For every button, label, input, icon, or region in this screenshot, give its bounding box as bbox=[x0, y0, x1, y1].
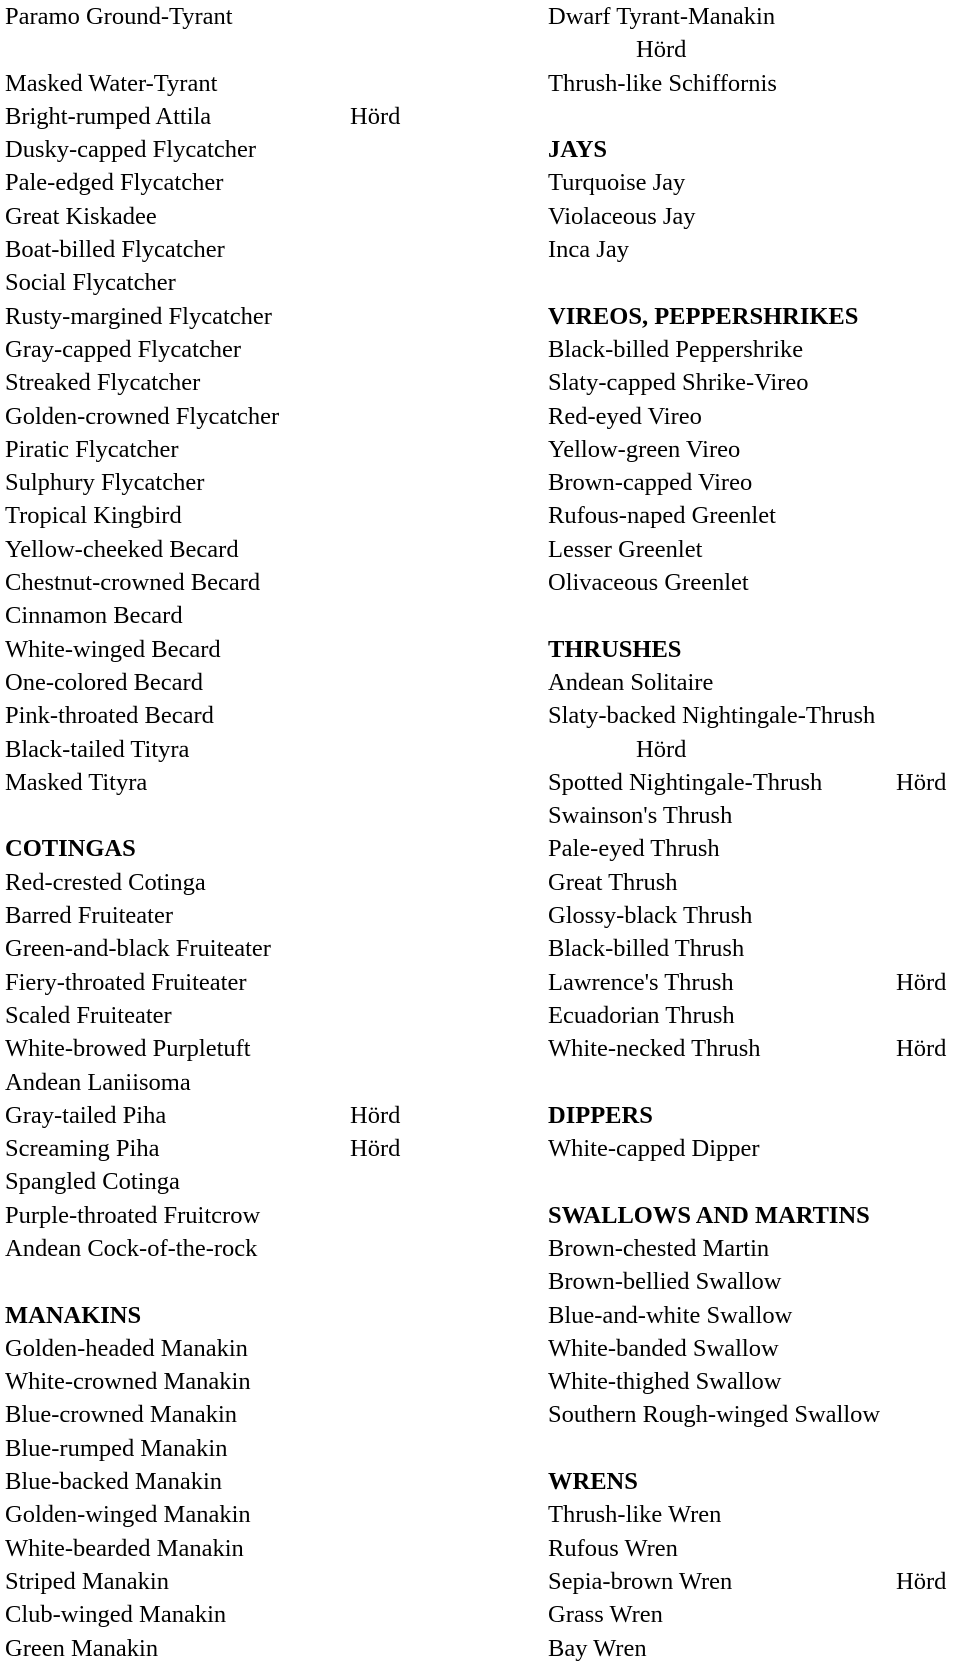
species-entry bbox=[548, 699, 958, 732]
species-entry bbox=[548, 999, 958, 1032]
species-name: Blue-and-white Swallow bbox=[548, 1301, 793, 1329]
species-name: Olivaceous Greenlet bbox=[548, 569, 749, 597]
species-entry bbox=[5, 866, 465, 899]
species-name: Lawrence's Thrush bbox=[548, 968, 734, 996]
left-column bbox=[5, 0, 465, 1665]
species-entry bbox=[548, 1132, 958, 1165]
species-entry bbox=[5, 633, 465, 666]
species-name: Rufous Wren bbox=[548, 1534, 678, 1562]
section-heading: WRENS bbox=[548, 1468, 638, 1496]
species-name: Paramo Ground-Tyrant bbox=[5, 3, 233, 30]
species-name: Dwarf Tyrant-Manakin bbox=[548, 3, 776, 30]
species-entry bbox=[548, 932, 958, 965]
species-entry bbox=[548, 1498, 958, 1531]
species-name: Red-crested Cotinga bbox=[5, 868, 206, 896]
species-name: Rusty-margined Flycatcher bbox=[5, 302, 272, 330]
blank-line bbox=[548, 599, 958, 632]
species-entry bbox=[5, 1465, 465, 1498]
heard-note: Hörd bbox=[896, 768, 947, 796]
species-entry bbox=[548, 1532, 958, 1565]
section-heading: COTINGAS bbox=[5, 835, 136, 863]
species-name: Black-tailed Tityra bbox=[5, 735, 190, 763]
species-name: Glossy-black Thrush bbox=[548, 902, 753, 930]
section-heading: JAYS bbox=[548, 136, 608, 164]
species-entry bbox=[548, 1365, 958, 1398]
section-heading: SWALLOWS AND MARTINS bbox=[548, 1201, 870, 1229]
species-entry bbox=[548, 1598, 958, 1631]
species-entry bbox=[5, 67, 465, 100]
species-entry bbox=[5, 932, 465, 965]
species-entry bbox=[5, 366, 465, 399]
species-name: Swainson's Thrush bbox=[548, 802, 733, 830]
species-name: White-banded Swallow bbox=[548, 1334, 779, 1362]
heard-note: Hörd bbox=[896, 1035, 947, 1063]
species-entry bbox=[5, 533, 465, 566]
species-entry bbox=[548, 1265, 958, 1298]
species-name: Spangled Cotinga bbox=[5, 1168, 180, 1196]
species-name: White-browed Purpletuft bbox=[5, 1035, 251, 1063]
species-name: Grass Wren bbox=[548, 1601, 663, 1629]
heard-note: Hörd bbox=[636, 735, 687, 763]
species-name: Pale-edged Flycatcher bbox=[5, 169, 224, 197]
blank-line bbox=[548, 100, 958, 133]
species-entry bbox=[548, 1632, 958, 1665]
species-name: Fiery-throated Fruiteater bbox=[5, 968, 247, 996]
heard-note-line bbox=[548, 33, 958, 66]
species-name: Black-billed Peppershrike bbox=[548, 335, 804, 363]
species-entry bbox=[5, 733, 465, 766]
species-entry bbox=[5, 1232, 465, 1265]
species-name: Bright-rumped Attila bbox=[5, 102, 212, 130]
species-entry bbox=[548, 1398, 958, 1431]
species-name: Inca Jay bbox=[548, 236, 629, 264]
species-entry bbox=[5, 466, 465, 499]
species-name: Brown-chested Martin bbox=[548, 1234, 770, 1262]
species-name: Rufous-naped Greenlet bbox=[548, 502, 776, 530]
species-entry bbox=[5, 1565, 465, 1598]
species-name: Chestnut-crowned Becard bbox=[5, 569, 261, 597]
blank-line bbox=[5, 1265, 465, 1298]
species-name: White-necked Thrush bbox=[548, 1035, 761, 1063]
blank-line bbox=[5, 799, 465, 832]
species-name: Violaceous Jay bbox=[548, 202, 696, 230]
blank-line bbox=[548, 1432, 958, 1465]
species-entry bbox=[5, 766, 465, 799]
species-entry bbox=[548, 1299, 958, 1332]
species-entry bbox=[5, 999, 465, 1032]
species-name: Andean Cock-of-the-rock bbox=[5, 1234, 258, 1262]
species-name: Turquoise Jay bbox=[548, 169, 686, 197]
species-name: Social Flycatcher bbox=[5, 269, 176, 297]
species-name: Blue-backed Manakin bbox=[5, 1468, 223, 1496]
species-name: Andean Solitaire bbox=[548, 668, 714, 696]
species-name: Tropical Kingbird bbox=[5, 502, 182, 530]
species-name: Club-winged Manakin bbox=[5, 1601, 227, 1629]
species-name: Masked Tityra bbox=[5, 768, 148, 796]
heard-note: Hörd bbox=[636, 36, 687, 64]
species-entry bbox=[548, 1032, 958, 1065]
species-name: Ecuadorian Thrush bbox=[548, 1001, 735, 1029]
right-column bbox=[548, 0, 958, 1665]
species-entry bbox=[548, 1565, 958, 1598]
species-entry bbox=[5, 699, 465, 732]
species-name: Dusky-capped Flycatcher bbox=[5, 136, 257, 164]
species-name: Masked Water-Tyrant bbox=[5, 69, 218, 97]
species-entry bbox=[5, 1165, 465, 1198]
blank-line bbox=[5, 33, 465, 66]
species-name: Golden-crowned Flycatcher bbox=[5, 402, 280, 430]
species-entry bbox=[5, 433, 465, 466]
species-entry bbox=[548, 799, 958, 832]
species-entry bbox=[5, 400, 465, 433]
species-entry bbox=[5, 1099, 465, 1132]
species-name: Streaked Flycatcher bbox=[5, 369, 201, 397]
species-name: Thrush-like Wren bbox=[548, 1501, 722, 1529]
species-name: Screaming Piha bbox=[5, 1135, 160, 1163]
species-entry bbox=[548, 866, 958, 899]
species-name: Slaty-backed Nightingale-Thrush bbox=[548, 702, 876, 730]
species-name: Green Manakin bbox=[5, 1634, 159, 1662]
species-entry bbox=[548, 200, 958, 233]
species-entry bbox=[5, 1132, 465, 1165]
blank-line bbox=[548, 266, 958, 299]
species-entry bbox=[5, 100, 465, 133]
species-name: One-colored Becard bbox=[5, 668, 203, 696]
species-name: Spotted Nightingale-Thrush bbox=[548, 768, 823, 796]
section-heading: THRUSHES bbox=[548, 635, 682, 663]
heard-note: Hörd bbox=[896, 1567, 947, 1595]
species-name: Pale-eyed Thrush bbox=[548, 835, 720, 863]
species-name: White-capped Dipper bbox=[548, 1135, 760, 1163]
species-entry bbox=[5, 599, 465, 632]
species-entry bbox=[5, 300, 465, 333]
species-entry bbox=[548, 366, 958, 399]
species-entry bbox=[548, 166, 958, 199]
species-entry bbox=[5, 233, 465, 266]
species-entry bbox=[5, 200, 465, 233]
species-name: Black-billed Thrush bbox=[548, 935, 745, 963]
species-name: Green-and-black Fruiteater bbox=[5, 935, 271, 963]
species-entry bbox=[5, 1532, 465, 1565]
heard-note: Hörd bbox=[896, 968, 947, 996]
species-name: Piratic Flycatcher bbox=[5, 435, 179, 463]
species-name: White-bearded Manakin bbox=[5, 1534, 244, 1562]
species-entry bbox=[548, 466, 958, 499]
species-name: Red-eyed Vireo bbox=[548, 402, 702, 430]
species-entry bbox=[548, 233, 958, 266]
species-entry bbox=[548, 832, 958, 865]
species-entry bbox=[548, 899, 958, 932]
species-entry bbox=[5, 566, 465, 599]
heard-note-line bbox=[548, 733, 958, 766]
species-entry bbox=[5, 166, 465, 199]
species-entry bbox=[548, 400, 958, 433]
species-entry bbox=[5, 499, 465, 532]
species-name: Blue-crowned Manakin bbox=[5, 1401, 237, 1429]
species-entry bbox=[5, 266, 465, 299]
species-entry bbox=[5, 666, 465, 699]
species-entry bbox=[5, 333, 465, 366]
species-entry bbox=[5, 966, 465, 999]
species-name: Golden-winged Manakin bbox=[5, 1501, 251, 1529]
heard-note: Hörd bbox=[350, 1135, 401, 1163]
species-name: Great Kiskadee bbox=[5, 202, 157, 230]
species-entry bbox=[548, 1232, 958, 1265]
species-name: Slaty-capped Shrike-Vireo bbox=[548, 369, 809, 397]
species-name: Sulphury Flycatcher bbox=[5, 469, 205, 497]
species-entry bbox=[5, 1432, 465, 1465]
heard-note: Hörd bbox=[350, 1101, 401, 1129]
species-entry bbox=[548, 666, 958, 699]
species-entry bbox=[548, 566, 958, 599]
species-entry bbox=[5, 1498, 465, 1531]
species-name: Sepia-brown Wren bbox=[548, 1567, 733, 1595]
species-entry bbox=[548, 433, 958, 466]
species-entry bbox=[548, 0, 958, 33]
species-name: Boat-billed Flycatcher bbox=[5, 236, 225, 264]
species-name: Cinnamon Becard bbox=[5, 602, 183, 630]
species-name: Andean Laniisoma bbox=[5, 1068, 191, 1096]
species-entry bbox=[5, 1365, 465, 1398]
species-name: Yellow-green Vireo bbox=[548, 435, 741, 463]
species-entry bbox=[5, 133, 465, 166]
species-entry bbox=[5, 1332, 465, 1365]
species-entry bbox=[548, 67, 958, 100]
species-name: Southern Rough-winged Swallow bbox=[548, 1401, 881, 1429]
species-name: Purple-throated Fruitcrow bbox=[5, 1201, 261, 1229]
heard-note: Hörd bbox=[350, 102, 401, 130]
species-entry bbox=[548, 966, 958, 999]
section-heading: DIPPERS bbox=[548, 1101, 653, 1129]
species-name: White-winged Becard bbox=[5, 635, 221, 663]
section-heading: MANAKINS bbox=[5, 1301, 142, 1329]
species-name: Barred Fruiteater bbox=[5, 902, 174, 930]
species-name: White-crowned Manakin bbox=[5, 1368, 251, 1396]
species-entry bbox=[5, 1632, 465, 1665]
species-name: Bay Wren bbox=[548, 1634, 647, 1662]
species-entry bbox=[5, 1598, 465, 1631]
section-heading: VIREOS, PEPPERSHRIKES bbox=[548, 302, 859, 330]
species-name: Yellow-cheeked Becard bbox=[5, 535, 239, 563]
species-name: Blue-rumped Manakin bbox=[5, 1434, 228, 1462]
species-entry bbox=[5, 0, 465, 33]
species-entry bbox=[548, 533, 958, 566]
species-name: White-thighed Swallow bbox=[548, 1368, 782, 1396]
species-entry bbox=[548, 766, 958, 799]
species-name: Gray-tailed Piha bbox=[5, 1101, 167, 1129]
species-name: Gray-capped Flycatcher bbox=[5, 335, 242, 363]
species-name: Lesser Greenlet bbox=[548, 535, 703, 563]
species-entry bbox=[548, 333, 958, 366]
species-entry bbox=[5, 899, 465, 932]
species-name: Striped Manakin bbox=[5, 1567, 169, 1595]
species-name: Golden-headed Manakin bbox=[5, 1334, 248, 1362]
blank-line bbox=[548, 1165, 958, 1198]
species-entry bbox=[548, 499, 958, 532]
species-name: Pink-throated Becard bbox=[5, 702, 214, 730]
species-entry bbox=[5, 1398, 465, 1431]
species-name: Brown-bellied Swallow bbox=[548, 1268, 782, 1296]
species-entry bbox=[5, 1199, 465, 1232]
species-name: Scaled Fruiteater bbox=[5, 1001, 172, 1029]
blank-line bbox=[548, 1066, 958, 1099]
species-entry bbox=[5, 1066, 465, 1099]
species-entry bbox=[5, 1032, 465, 1065]
species-entry bbox=[548, 1332, 958, 1365]
species-name: Thrush-like Schiffornis bbox=[548, 69, 777, 97]
species-name: Brown-capped Vireo bbox=[548, 469, 753, 497]
species-name: Great Thrush bbox=[548, 868, 678, 896]
